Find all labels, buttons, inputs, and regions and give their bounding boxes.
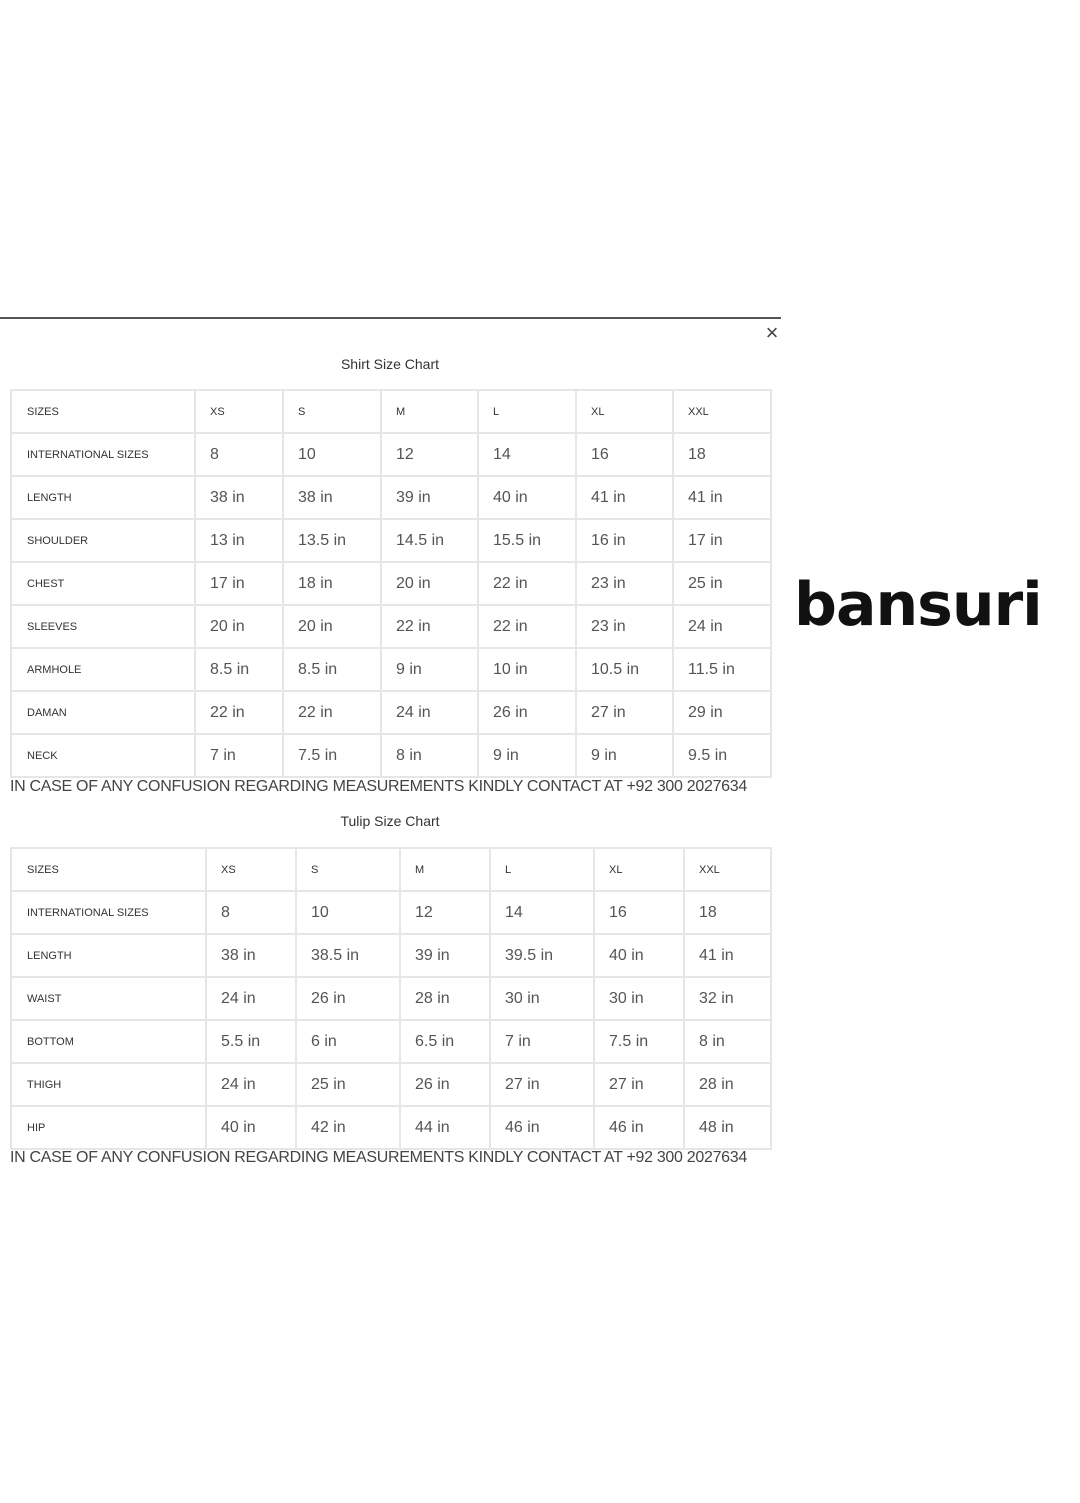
measurement-value-cell: 8 bbox=[206, 891, 296, 934]
table-row bbox=[11, 1020, 771, 1063]
measurement-value-cell: 39 in bbox=[381, 476, 478, 519]
measurement-value-cell: 8.5 in bbox=[195, 648, 283, 691]
header-size-cell: M bbox=[400, 848, 490, 891]
header-size-cell: XS bbox=[195, 390, 283, 433]
measurement-value-cell: 9 in bbox=[478, 734, 576, 777]
measurement-value-cell: 40 in bbox=[206, 1106, 296, 1149]
table-header-row bbox=[11, 848, 771, 891]
measurement-value-cell: 20 in bbox=[283, 605, 381, 648]
table-row bbox=[11, 1063, 771, 1106]
table-row bbox=[11, 562, 771, 605]
brand-logo: bansuri bbox=[794, 570, 1042, 640]
measurement-value-cell: 28 in bbox=[684, 1063, 771, 1106]
measurement-value-cell: 27 in bbox=[594, 1063, 684, 1106]
shirt-chart-title: Shirt Size Chart bbox=[340, 356, 440, 372]
measurement-label-cell: NECK bbox=[11, 734, 195, 777]
measurement-value-cell: 25 in bbox=[673, 562, 771, 605]
measurement-value-cell: 22 in bbox=[283, 691, 381, 734]
measurement-value-cell: 7.5 in bbox=[594, 1020, 684, 1063]
modal-top-divider bbox=[0, 317, 781, 319]
measurement-value-cell: 18 in bbox=[283, 562, 381, 605]
header-size-cell: XXL bbox=[684, 848, 771, 891]
measurement-label-cell: INTERNATIONAL SIZES bbox=[11, 433, 195, 476]
table-row bbox=[11, 476, 771, 519]
table-header-row bbox=[11, 390, 771, 433]
measurement-value-cell: 12 bbox=[381, 433, 478, 476]
table-row bbox=[11, 519, 771, 562]
measurement-label-cell: SLEEVES bbox=[11, 605, 195, 648]
measurement-value-cell: 24 in bbox=[381, 691, 478, 734]
measurement-value-cell: 48 in bbox=[684, 1106, 771, 1149]
measurement-value-cell: 10 bbox=[283, 433, 381, 476]
measurement-value-cell: 16 bbox=[576, 433, 673, 476]
measurement-value-cell: 38 in bbox=[206, 934, 296, 977]
measurement-value-cell: 39.5 in bbox=[490, 934, 594, 977]
measurement-value-cell: 22 in bbox=[478, 605, 576, 648]
measurement-value-cell: 16 bbox=[594, 891, 684, 934]
header-size-cell: M bbox=[381, 390, 478, 433]
measurement-value-cell: 23 in bbox=[576, 562, 673, 605]
measurement-value-cell: 10 in bbox=[478, 648, 576, 691]
measurement-value-cell: 13 in bbox=[195, 519, 283, 562]
measurement-label-cell: THIGH bbox=[11, 1063, 206, 1106]
header-size-cell: L bbox=[490, 848, 594, 891]
measurement-value-cell: 10.5 in bbox=[576, 648, 673, 691]
measurement-value-cell: 23 in bbox=[576, 605, 673, 648]
table-row bbox=[11, 605, 771, 648]
measurement-label-cell: LENGTH bbox=[11, 934, 206, 977]
measurement-label-cell: WAIST bbox=[11, 977, 206, 1020]
header-size-cell: S bbox=[283, 390, 381, 433]
measurement-value-cell: 14.5 in bbox=[381, 519, 478, 562]
table-row bbox=[11, 433, 771, 476]
shirt-size-table bbox=[10, 389, 772, 778]
measurement-label-cell: ARMHOLE bbox=[11, 648, 195, 691]
measurement-value-cell: 18 bbox=[673, 433, 771, 476]
measurement-value-cell: 22 in bbox=[195, 691, 283, 734]
tulip-contact-notice: IN CASE OF ANY CONFUSION REGARDING MEASUREMENTS KINDLY CONTACT AT +92 300 2027634 bbox=[10, 1149, 747, 1166]
tulip-size-table bbox=[10, 847, 772, 1150]
measurement-value-cell: 27 in bbox=[490, 1063, 594, 1106]
measurement-value-cell: 17 in bbox=[195, 562, 283, 605]
table-row bbox=[11, 891, 771, 934]
header-size-cell: XL bbox=[594, 848, 684, 891]
measurement-value-cell: 7 in bbox=[490, 1020, 594, 1063]
measurement-value-cell: 38 in bbox=[195, 476, 283, 519]
measurement-value-cell: 9.5 in bbox=[673, 734, 771, 777]
table-row bbox=[11, 977, 771, 1020]
header-size-cell: XXL bbox=[673, 390, 771, 433]
measurement-value-cell: 40 in bbox=[594, 934, 684, 977]
measurement-value-cell: 14 bbox=[490, 891, 594, 934]
measurement-label-cell: DAMAN bbox=[11, 691, 195, 734]
measurement-value-cell: 16 in bbox=[576, 519, 673, 562]
measurement-value-cell: 41 in bbox=[576, 476, 673, 519]
measurement-value-cell: 11.5 in bbox=[673, 648, 771, 691]
measurement-label-cell: INTERNATIONAL SIZES bbox=[11, 891, 206, 934]
measurement-value-cell: 8 in bbox=[381, 734, 478, 777]
measurement-value-cell: 24 in bbox=[673, 605, 771, 648]
measurement-label-cell: SHOULDER bbox=[11, 519, 195, 562]
measurement-value-cell: 22 in bbox=[478, 562, 576, 605]
header-size-cell: S bbox=[296, 848, 400, 891]
measurement-value-cell: 30 in bbox=[594, 977, 684, 1020]
measurement-value-cell: 10 bbox=[296, 891, 400, 934]
measurement-value-cell: 39 in bbox=[400, 934, 490, 977]
measurement-value-cell: 6 in bbox=[296, 1020, 400, 1063]
measurement-value-cell: 41 in bbox=[684, 934, 771, 977]
measurement-value-cell: 41 in bbox=[673, 476, 771, 519]
measurement-value-cell: 20 in bbox=[195, 605, 283, 648]
measurement-value-cell: 40 in bbox=[478, 476, 576, 519]
measurement-value-cell: 9 in bbox=[381, 648, 478, 691]
table-row bbox=[11, 734, 771, 777]
table-row bbox=[11, 691, 771, 734]
table-row bbox=[11, 648, 771, 691]
measurement-value-cell: 30 in bbox=[490, 977, 594, 1020]
measurement-value-cell: 18 bbox=[684, 891, 771, 934]
measurement-value-cell: 15.5 in bbox=[478, 519, 576, 562]
measurement-value-cell: 17 in bbox=[673, 519, 771, 562]
measurement-value-cell: 32 in bbox=[684, 977, 771, 1020]
measurement-value-cell: 22 in bbox=[381, 605, 478, 648]
measurement-value-cell: 38 in bbox=[283, 476, 381, 519]
header-label-cell: SIZES bbox=[11, 848, 206, 891]
measurement-value-cell: 46 in bbox=[490, 1106, 594, 1149]
measurement-value-cell: 42 in bbox=[296, 1106, 400, 1149]
tulip-chart-title: Tulip Size Chart bbox=[340, 813, 440, 829]
header-label-cell: SIZES bbox=[11, 390, 195, 433]
measurement-label-cell: BOTTOM bbox=[11, 1020, 206, 1063]
measurement-value-cell: 7 in bbox=[195, 734, 283, 777]
measurement-value-cell: 24 in bbox=[206, 1063, 296, 1106]
measurement-value-cell: 7.5 in bbox=[283, 734, 381, 777]
measurement-value-cell: 14 bbox=[478, 433, 576, 476]
header-size-cell: L bbox=[478, 390, 576, 433]
measurement-label-cell: HIP bbox=[11, 1106, 206, 1149]
measurement-value-cell: 28 in bbox=[400, 977, 490, 1020]
header-size-cell: XL bbox=[576, 390, 673, 433]
measurement-value-cell: 26 in bbox=[400, 1063, 490, 1106]
measurement-value-cell: 12 bbox=[400, 891, 490, 934]
measurement-value-cell: 25 in bbox=[296, 1063, 400, 1106]
measurement-value-cell: 8.5 in bbox=[283, 648, 381, 691]
measurement-value-cell: 38.5 in bbox=[296, 934, 400, 977]
table-row bbox=[11, 1106, 771, 1149]
measurement-value-cell: 8 in bbox=[684, 1020, 771, 1063]
measurement-value-cell: 44 in bbox=[400, 1106, 490, 1149]
measurement-label-cell: CHEST bbox=[11, 562, 195, 605]
measurement-value-cell: 24 in bbox=[206, 977, 296, 1020]
close-icon[interactable]: × bbox=[765, 320, 779, 345]
measurement-value-cell: 29 in bbox=[673, 691, 771, 734]
measurement-value-cell: 46 in bbox=[594, 1106, 684, 1149]
measurement-value-cell: 26 in bbox=[296, 977, 400, 1020]
measurement-value-cell: 20 in bbox=[381, 562, 478, 605]
measurement-label-cell: LENGTH bbox=[11, 476, 195, 519]
measurement-value-cell: 8 bbox=[195, 433, 283, 476]
measurement-value-cell: 6.5 in bbox=[400, 1020, 490, 1063]
measurement-value-cell: 13.5 in bbox=[283, 519, 381, 562]
measurement-value-cell: 5.5 in bbox=[206, 1020, 296, 1063]
measurement-value-cell: 9 in bbox=[576, 734, 673, 777]
shirt-contact-notice: IN CASE OF ANY CONFUSION REGARDING MEASUREMENTS KINDLY CONTACT AT +92 300 2027634 bbox=[10, 778, 747, 795]
measurement-value-cell: 27 in bbox=[576, 691, 673, 734]
table-row bbox=[11, 934, 771, 977]
measurement-value-cell: 26 in bbox=[478, 691, 576, 734]
header-size-cell: XS bbox=[206, 848, 296, 891]
